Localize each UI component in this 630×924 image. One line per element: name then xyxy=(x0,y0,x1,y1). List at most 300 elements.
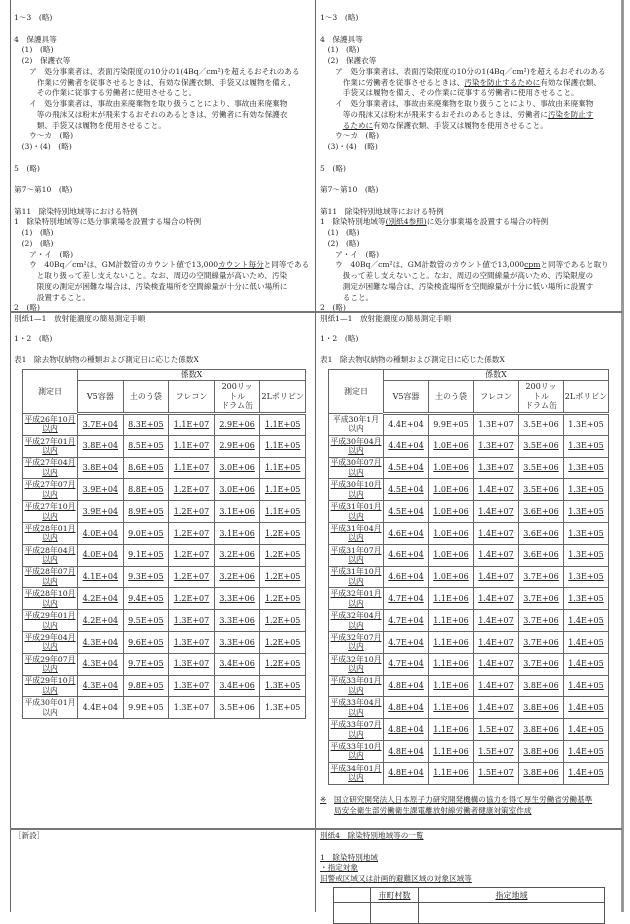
text-line xyxy=(320,45,620,56)
coefficient-value: 9.1E+05 xyxy=(128,550,164,560)
coefficient-value: 4.2E+04 xyxy=(82,615,119,625)
coefficient-cell xyxy=(564,610,609,632)
text-line xyxy=(320,131,620,142)
coefficient-value: 1.2E+07 xyxy=(173,550,210,560)
coefficient-cell xyxy=(169,697,215,719)
text-line xyxy=(14,24,314,35)
text-segment: ること。 xyxy=(320,292,374,302)
table-row xyxy=(329,588,609,610)
date-line: 以内 xyxy=(348,664,364,674)
coefficient-cell xyxy=(123,435,169,457)
coefficient-cell xyxy=(564,501,609,523)
header-container-type xyxy=(384,381,429,414)
coefficient-cell xyxy=(78,610,124,632)
coefficient-cell xyxy=(260,435,306,457)
coefficient-cell xyxy=(474,414,519,436)
coefficient-value: 3.5E+06 xyxy=(523,463,559,473)
text-line xyxy=(14,164,314,175)
coefficient-value: 3.5E+06 xyxy=(219,703,255,712)
coefficient-cell xyxy=(169,479,215,501)
text-line xyxy=(14,142,314,153)
coefficient-cell xyxy=(474,697,519,719)
measurement-date xyxy=(23,653,78,675)
text-segment: 有効な保護衣類、 xyxy=(540,77,601,87)
text-segment: ア 処分事業者は、表面汚染限度の10分の1(4Bq／cm²)を超えるおそれのある xyxy=(14,66,300,76)
text-line xyxy=(14,78,314,89)
coefficient-cell xyxy=(384,566,429,588)
coefficient-cell xyxy=(384,544,429,566)
coefficient-cell xyxy=(123,610,169,632)
coefficient-value: 1.4E+07 xyxy=(478,703,514,712)
date-line: 平成31年07月 xyxy=(330,545,382,555)
table-row xyxy=(23,501,306,523)
coefficient-value: 1.1E+07 xyxy=(173,463,210,473)
coefficient-value: 3.8E+06 xyxy=(523,681,559,691)
coefficient-value: 1.1E+06 xyxy=(433,724,469,734)
coefficient-cell xyxy=(429,762,474,784)
coefficient-value: 1.1E+06 xyxy=(433,768,469,778)
coefficient-cell xyxy=(123,675,169,697)
coefficient-table-old xyxy=(22,369,306,719)
coefficient-cell xyxy=(384,675,429,697)
revised-text: cpm xyxy=(524,260,541,270)
coefficient-value: 1.0E+06 xyxy=(433,528,469,538)
header-container-type xyxy=(564,381,609,414)
text-line xyxy=(320,56,620,67)
coefficient-value: 4.4E+04 xyxy=(388,420,424,430)
measurement-date xyxy=(329,501,384,523)
coefficient-cell xyxy=(384,610,429,632)
table-row xyxy=(23,522,306,544)
left-border xyxy=(10,0,11,912)
coefficient-value: 8.3E+05 xyxy=(128,420,164,430)
coefficient-cell xyxy=(564,697,609,719)
coefficient-cell xyxy=(384,697,429,719)
date-line: 平成30年10月 xyxy=(330,480,382,490)
text-line xyxy=(14,13,314,24)
coefficient-cell xyxy=(169,610,215,632)
measurement-date xyxy=(23,631,78,653)
coefficient-value: 1.1E+06 xyxy=(433,746,469,756)
text-segment: 1 除染特別地域等に処分事業場を設置する場合の特例 xyxy=(14,217,202,227)
coefficient-value: 4.5E+04 xyxy=(388,506,424,516)
coefficient-cell xyxy=(474,544,519,566)
coefficient-value: 1.3E+07 xyxy=(478,420,514,430)
designated-area-table xyxy=(333,887,605,924)
coefficient-value: 3.8E+06 xyxy=(523,724,559,734)
coefficient-cell xyxy=(429,697,474,719)
measurement-date xyxy=(23,522,78,544)
coefficient-cell xyxy=(384,457,429,479)
text-line xyxy=(14,35,314,46)
text-line xyxy=(14,131,314,142)
coefficient-value: 1.1E+05 xyxy=(264,441,301,451)
coefficient-cell xyxy=(564,631,609,653)
coefficient-value: 1.2E+05 xyxy=(264,594,301,604)
coefficient-value: 1.4E+07 xyxy=(478,485,514,495)
measurement-date xyxy=(329,719,384,741)
coefficient-cell xyxy=(429,544,474,566)
appendix4-title: 別紙4 除染特別地域等の一覧 xyxy=(320,831,424,840)
text-segment: ア 処分事業者は、表面汚染限度の10分の1(4Bq／cm²)を超えるおそれのある xyxy=(320,66,606,76)
coefficient-cell xyxy=(169,522,215,544)
measurement-date xyxy=(23,501,78,523)
coefficient-value: 1.3E+07 xyxy=(173,615,210,625)
table-row xyxy=(329,435,609,457)
coefficient-cell xyxy=(519,544,564,566)
date-line: 以内 xyxy=(42,446,58,456)
coefficient-cell xyxy=(169,653,215,675)
coefficient-cell xyxy=(214,522,260,544)
coefficient-cell xyxy=(474,435,519,457)
coefficient-cell xyxy=(384,414,429,436)
coefficient-value: 9.8E+05 xyxy=(128,681,164,691)
coefficient-value: 1.4E+05 xyxy=(568,637,604,647)
coefficient-value: 3.6E+06 xyxy=(523,528,559,538)
date-line: 平成28年07月 xyxy=(24,567,76,577)
coefficient-value: 1.1E+06 xyxy=(433,703,469,712)
table-row xyxy=(329,631,609,653)
date-line: 以内 xyxy=(348,620,364,630)
text-line xyxy=(14,88,314,99)
text-line xyxy=(14,260,314,271)
coefficient-cell xyxy=(169,544,215,566)
section1-title: 1 除染特別地域 xyxy=(320,853,378,862)
text-line xyxy=(320,207,620,218)
header-container-type xyxy=(474,381,519,414)
date-line: 平成27年07月 xyxy=(24,480,76,490)
header-text: 2Lポリビン xyxy=(564,391,608,401)
appendix-title-right: 別紙1—1 放射能濃度の簡易測定手順 xyxy=(320,314,452,323)
coefficient-cell xyxy=(519,435,564,457)
coefficient-value: 1.3E+05 xyxy=(568,594,604,604)
text-line xyxy=(320,78,620,89)
coefficient-cell xyxy=(384,501,429,523)
new-label: ［新設］ xyxy=(14,831,45,840)
text-segment: ア・イ (略) xyxy=(14,249,74,259)
coefficient-value: 1.4E+07 xyxy=(478,506,514,516)
coefficient-value: 4.8E+04 xyxy=(388,746,424,756)
coefficient-cell xyxy=(214,610,260,632)
coefficient-cell xyxy=(519,719,564,741)
coefficient-value: 3.7E+04 xyxy=(82,420,119,430)
header-container-type xyxy=(260,381,306,414)
coefficient-cell xyxy=(214,435,260,457)
coefficient-value: 1.2E+05 xyxy=(264,637,301,647)
coefficient-cell xyxy=(214,653,260,675)
date-line: 平成28年10月 xyxy=(24,589,76,599)
text-line xyxy=(320,99,620,110)
text-segment: 限度の測定が困難な場合は、汚染検査場所を空間線量が十分に低い場所に xyxy=(14,281,288,291)
date-line: 以内 xyxy=(42,467,58,477)
coefficient-cell xyxy=(384,522,429,544)
inner-header-blank xyxy=(334,888,371,903)
date-line: 以内 xyxy=(348,555,364,565)
coefficient-value: 1.0E+06 xyxy=(433,550,469,560)
text-line xyxy=(14,271,314,282)
coefficient-cell xyxy=(214,588,260,610)
coefficient-value: 1.4E+05 xyxy=(568,681,604,691)
coefficient-value: 1.1E+05 xyxy=(264,463,301,473)
table-row xyxy=(329,566,609,588)
date-line: 平成32年01月 xyxy=(330,589,382,599)
coefficient-value: 1.2E+05 xyxy=(264,659,301,669)
omitted-left: 1・2 (略) xyxy=(14,334,53,343)
measurement-date xyxy=(329,522,384,544)
text-segment: 5 (略) xyxy=(320,163,346,173)
coefficient-value: 4.6E+04 xyxy=(388,550,424,560)
coefficient-value: 9.3E+05 xyxy=(128,572,164,582)
text-line xyxy=(320,174,620,185)
date-line: 平成30年1月 xyxy=(332,414,380,424)
coefficient-cell xyxy=(384,588,429,610)
text-segment: (2) (略) xyxy=(320,238,360,248)
measurement-date xyxy=(329,479,384,501)
coefficient-cell xyxy=(564,544,609,566)
text-segment: (1) (略) xyxy=(14,228,54,237)
text-segment: 作業に労働者を従事させるときは、有効な保護衣類、手袋又は履物を備え、 xyxy=(14,77,296,87)
date-line: 平成30年01月 xyxy=(24,698,76,708)
inner-header-area: 指定地域 xyxy=(419,888,605,903)
coefficient-cell xyxy=(78,653,124,675)
header-text: V5容器 xyxy=(86,391,114,401)
coefficient-value: 3.0E+06 xyxy=(219,463,255,473)
measurement-date xyxy=(329,588,384,610)
coefficient-value: 1.0E+06 xyxy=(433,441,469,451)
date-line: 以内 xyxy=(42,685,58,695)
date-line: 平成33年07月 xyxy=(330,720,382,730)
coefficient-cell xyxy=(429,740,474,762)
date-line: 以内 xyxy=(42,533,58,543)
coefficient-value: 3.7E+06 xyxy=(523,659,559,669)
text-segment: 5 (略) xyxy=(14,163,40,173)
coefficient-value: 1.0E+06 xyxy=(433,506,469,516)
right-new-text xyxy=(320,13,620,314)
coefficient-cell xyxy=(564,762,609,784)
coefficient-value: 1.1E+05 xyxy=(264,506,301,516)
table-row xyxy=(329,501,609,523)
date-line: 以内 xyxy=(348,533,364,543)
header-text: 2Lポリビン xyxy=(261,391,304,401)
coefficient-cell xyxy=(474,588,519,610)
text-segment: 有効な保護衣類、手袋又は履物を使用させること。 xyxy=(373,120,548,130)
text-segment: 1 除染特別地域等 xyxy=(320,217,386,227)
table-caption-right: 表1 除去物収納物の種類および測定日に応じた係数X xyxy=(320,355,505,364)
date-line: 以内 xyxy=(348,642,364,652)
text-line xyxy=(14,293,314,304)
header-text: V5容器 xyxy=(392,391,420,401)
coefficient-cell xyxy=(260,653,306,675)
coefficient-cell xyxy=(519,762,564,784)
table-row xyxy=(23,479,306,501)
table-row xyxy=(23,435,306,457)
coefficient-cell xyxy=(78,457,124,479)
coefficient-value: 4.8E+04 xyxy=(388,768,424,778)
text-segment: イ 処分事業者は、事故由来廃棄物を取り扱うことにより、事故由来廃棄物 xyxy=(320,99,594,108)
coefficient-cell xyxy=(123,522,169,544)
text-segment: (1) (略) xyxy=(320,228,360,237)
inner-header-municipalities: 市町村数 xyxy=(371,888,419,903)
coefficient-value: 1.1E+05 xyxy=(264,420,301,430)
coefficient-cell xyxy=(474,653,519,675)
text-line xyxy=(320,228,620,239)
measurement-date xyxy=(23,697,78,719)
coefficient-value: 1.1E+06 xyxy=(433,681,469,691)
coefficient-cell xyxy=(214,675,260,697)
coefficient-cell xyxy=(474,479,519,501)
measurement-date xyxy=(329,414,384,436)
coefficient-cell xyxy=(519,697,564,719)
measurement-date xyxy=(23,675,78,697)
text-segment: ア・イ (略) xyxy=(320,249,380,259)
text-segment: 第7～第10 (略) xyxy=(14,185,73,194)
header-container-type xyxy=(123,381,169,414)
coefficient-table-new xyxy=(328,369,609,785)
table-row xyxy=(329,522,609,544)
table-row xyxy=(23,544,306,566)
coefficient-cell xyxy=(429,501,474,523)
coefficient-cell xyxy=(169,414,215,436)
coefficient-value: 1.4E+07 xyxy=(478,681,514,691)
coefficient-cell xyxy=(474,610,519,632)
table-row xyxy=(329,457,609,479)
measurement-date xyxy=(23,457,78,479)
text-line xyxy=(14,239,314,250)
date-line: 平成27年10月 xyxy=(24,502,76,512)
target-text: 旧警戒区域又は計画的避難区域の対象区域等 xyxy=(320,874,472,883)
coefficient-value: 4.5E+04 xyxy=(388,463,424,473)
revised-text: 汚染を防止す xyxy=(547,109,594,119)
coefficient-cell xyxy=(384,631,429,653)
text-line xyxy=(320,271,620,282)
appendix-title-left: 別紙1—1 放射能濃度の簡易測定手順 xyxy=(14,314,146,323)
text-segment: (2) 保護衣等 xyxy=(14,56,71,65)
coefficient-cell xyxy=(123,479,169,501)
date-line: 平成33年01月 xyxy=(330,676,382,686)
header-container-type xyxy=(78,381,124,414)
text-line xyxy=(14,45,314,56)
coefficient-value: 1.3E+05 xyxy=(264,703,301,712)
coefficient-value: 1.1E+07 xyxy=(173,441,210,451)
text-segment: 4 保護具等 xyxy=(14,34,57,44)
date-line: 平成28年04月 xyxy=(24,545,76,555)
coefficient-cell xyxy=(123,544,169,566)
coefficient-value: 1.2E+07 xyxy=(173,485,210,495)
coefficient-value: 1.3E+07 xyxy=(173,659,210,669)
date-line: 平成27年04月 xyxy=(24,458,76,468)
coefficient-value: 4.4E+04 xyxy=(82,703,119,712)
coefficient-cell xyxy=(429,631,474,653)
coefficient-cell xyxy=(384,479,429,501)
coefficient-cell xyxy=(519,414,564,436)
coefficient-cell xyxy=(260,522,306,544)
coefficient-cell xyxy=(260,566,306,588)
coefficient-cell xyxy=(564,740,609,762)
coefficient-value: 4.2E+04 xyxy=(82,594,119,604)
coefficient-cell xyxy=(429,457,474,479)
measurement-date xyxy=(329,457,384,479)
coefficient-cell xyxy=(519,522,564,544)
date-line: 以内 xyxy=(42,555,58,565)
coefficient-cell xyxy=(564,588,609,610)
coefficient-value: 3.8E+06 xyxy=(523,768,559,778)
coefficient-value: 3.0E+06 xyxy=(219,485,255,495)
coefficient-cell xyxy=(123,653,169,675)
coefficient-cell xyxy=(429,522,474,544)
coefficient-cell xyxy=(429,435,474,457)
date-line: 以内 xyxy=(42,664,58,674)
coefficient-value: 4.7E+04 xyxy=(388,615,424,625)
text-line xyxy=(320,153,620,164)
coefficient-value: 3.8E+06 xyxy=(523,703,559,712)
header-coefficient: 係数X xyxy=(78,370,306,381)
coefficient-cell xyxy=(169,566,215,588)
text-line xyxy=(320,24,620,35)
measurement-date xyxy=(23,610,78,632)
coefficient-cell xyxy=(564,435,609,457)
revised-text: カウント毎分 xyxy=(218,260,264,270)
text-segment: 作業に労働者を従事させるときは、 xyxy=(320,77,465,87)
coefficient-value: 3.8E+06 xyxy=(523,746,559,756)
coefficient-cell xyxy=(169,435,215,457)
date-line: 以内 xyxy=(348,489,364,499)
coefficient-value: 1.0E+06 xyxy=(433,572,469,582)
coefficient-cell xyxy=(519,501,564,523)
coefficient-cell xyxy=(260,631,306,653)
text-segment: 設置すること。 xyxy=(14,292,90,302)
coefficient-value: 4.7E+04 xyxy=(388,637,424,647)
date-line: 平成30年04月 xyxy=(330,436,382,446)
coefficient-cell xyxy=(474,522,519,544)
coefficient-value: 3.9E+04 xyxy=(82,506,119,516)
coefficient-value: 8.6E+05 xyxy=(128,463,164,473)
text-segment: 手袋又は履物を備え、その作業に従事する労働者に使用させること。 xyxy=(320,88,579,98)
coefficient-value: 1.2E+07 xyxy=(173,506,210,516)
table-row xyxy=(23,675,306,697)
coefficient-value: 9.5E+05 xyxy=(128,615,164,625)
coefficient-cell xyxy=(429,414,474,436)
text-segment: と同等である xyxy=(263,260,310,270)
measurement-date xyxy=(23,435,78,457)
text-segment: と同等であると取り xyxy=(540,260,609,270)
text-line xyxy=(320,282,620,293)
text-segment: 4 保護具等 xyxy=(320,34,363,44)
date-line: 平成29年10月 xyxy=(24,676,76,686)
coefficient-value: 3.4E+06 xyxy=(219,659,255,669)
measurement-date xyxy=(329,740,384,762)
header-coefficient: 係数X xyxy=(384,370,609,381)
table-row xyxy=(23,588,306,610)
coefficient-value: 1.3E+07 xyxy=(173,637,210,647)
coefficient-value: 8.5E+05 xyxy=(128,441,164,451)
measurement-date xyxy=(23,566,78,588)
table-row xyxy=(329,479,609,501)
coefficient-cell xyxy=(78,479,124,501)
coefficient-cell xyxy=(260,414,306,436)
header-text: ドラム缶 xyxy=(525,401,557,411)
date-line: 平成30年07月 xyxy=(330,458,382,468)
coefficient-cell xyxy=(519,457,564,479)
coefficient-value: 3.2E+06 xyxy=(219,572,255,582)
text-line xyxy=(320,217,620,228)
coefficient-value: 3.6E+06 xyxy=(523,506,559,516)
coefficient-value: 4.4E+04 xyxy=(388,441,424,451)
text-line xyxy=(320,67,620,78)
text-line xyxy=(14,250,314,261)
coefficient-value: 4.7E+04 xyxy=(388,594,424,604)
date-line: 平成29年07月 xyxy=(24,654,76,664)
coefficient-cell xyxy=(519,653,564,675)
